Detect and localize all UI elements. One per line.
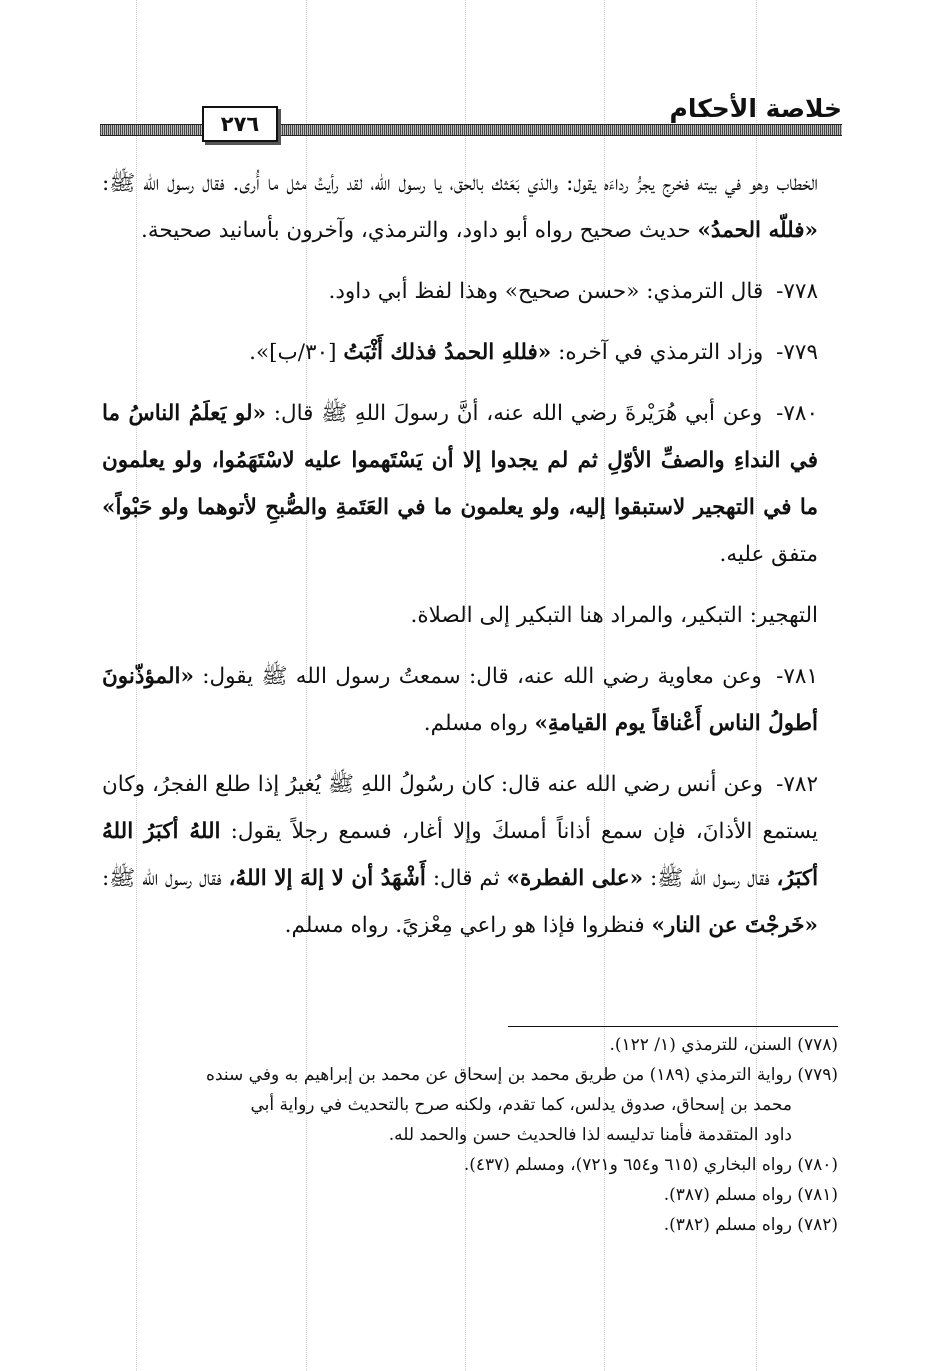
hadith-number: ٧٨١- [776, 664, 819, 689]
main-text [102, 160, 818, 959]
footnote-782: (٧٨٢) رواه مسلم (٣٨٢). [663, 1215, 838, 1235]
quote: «المؤذّنونَ أطولُ الناس أَعْناقاً يوم القيامةِ» [102, 664, 818, 736]
footnotes [102, 1030, 838, 1240]
hadith-number: ٧٨٠- [776, 401, 818, 426]
hadith-781: ٧٨١- وعن معاوية رضي الله عنه، قال: سمعتُ رسول الله ﷺ يقول: «المؤذّنونَ أطولُ الناس أَعْناقاً يوم القيامةِ» رواه مسلم. [102, 664, 819, 736]
hadith-number: ٧٧٨- [776, 279, 818, 304]
book-title: خلاصة الأحكام [669, 94, 842, 123]
page-header [100, 88, 842, 144]
hadith-779: ٧٧٩- وزاد الترمذي في آخره: «فللهِ الحمدُ فذلك أَثْبَتُ [٣٠/ب]». [249, 340, 818, 365]
footnote-780: (٧٨٠) رواه البخاري (٦١٥ و٦٥٤ و٧٢١)، ومسلم (٤٣٧). [463, 1155, 838, 1175]
quote: «لو يَعلَمُ الناسُ ما في النداءِ والصفِّ الأوّلِ ثم لم يجدوا إلا أن يَسْتَهموا عليه لاسْتَهَمُوا، ولو يعلمون ما في التهجير لاستبقوا إليه، ولو يعلمون ما في العَتَمةِ والصُّبحِ لأتوهما ولو حَبْواً» [102, 401, 818, 520]
quote: «فللهِ الحمدُ فذلك أَثْبَتُ [343, 340, 552, 365]
hadith-number: ٧٨٢- [776, 772, 818, 797]
footnote-779: (٧٧٩) رواية الترمذي (١٨٩) من طريق محمد بن إسحاق عن محمد بن إبراهيم به وفي سنده [206, 1065, 838, 1085]
footnote-779-cont: محمد بن إسحاق، صدوق يدلس، كما تقدم، ولكنه صرح بالتحديث في رواية أبي [250, 1095, 792, 1115]
page-number: ٢٧٦ [202, 106, 278, 142]
footnote-781: (٧٨١) رواه مسلم (٣٨٧). [663, 1185, 838, 1205]
tahjir-note: التهجير: التبكير، والمراد هنا التبكير إلى الصلاة. [410, 603, 818, 628]
quote: «خَرجْتَ عن النار» [651, 913, 818, 938]
hadith-780: ٧٨٠- وعن أبي هُرَيْرةَ رضي الله عنه، أنَّ رسولَ اللهِ ﷺ قال: «لو يَعلَمُ الناسُ ما في النداءِ والصفِّ الأوّلِ ثم لم يجدوا إلا أن يَسْتَهموا عليه لاسْتَهَمُوا، ولو يعلمون ما في التهجير لاستبقوا إليه، ولو يعلمون ما في العَتَمةِ والصُّبحِ لأتوهما ولو حَبْواً» متفق عليه. [102, 401, 818, 567]
footnote-779-cont: داود المتقدمة فأمنا تدليسه لذا فالحديث حسن والحمد لله. [388, 1125, 792, 1145]
hadith-778: ٧٧٨- قال الترمذي: «حسن صحيح» وهذا لفظ أبي داود. [328, 279, 818, 304]
quote: «فللّه الحمدُ» [697, 218, 818, 243]
continued-paragraph: الخطاب وهو في بيته فخرج يجرُّ رداءَه يقول: والذي بَعَثك بالحق، يا رسول الله، لقد رأيتُ مثل ما أُرى. فقال رسول الله ﷺ: «فللّه الحمدُ» حديث صحيح رواه أبو داود، والترمذي، وآخرون بأسانيد صحيحة. [102, 171, 819, 243]
footnote-separator [508, 1026, 838, 1027]
hadith-782: ٧٨٢- وعن أنس رضي الله عنه قال: كان رسُولُ اللهِ ﷺ يُغيرُ إذا طلع الفجرُ، وكان يستمع الأذانَ، فإن سمع أذاناً أمسكَ وإلا أغار، فسمع رجلاً يقول: اللهُ أكبَرُ اللهُ أكبَرُ، فقال رسول الله ﷺ: «على الفطرة» ثم قال: أَشْهَدُ أن لا إلهَ إلا اللهُ، فقال رسول الله ﷺ: «خَرجْتَ عن النار» فنظروا فإذا هو راعي مِعْزيً. رواه مسلم. [102, 772, 819, 938]
quote: «على الفطرة» [506, 866, 644, 891]
footnote-778: (٧٧٨) السنن، للترمذي (١/ ١٢٢). [609, 1035, 838, 1055]
hadith-number: ٧٧٩- [776, 340, 818, 365]
